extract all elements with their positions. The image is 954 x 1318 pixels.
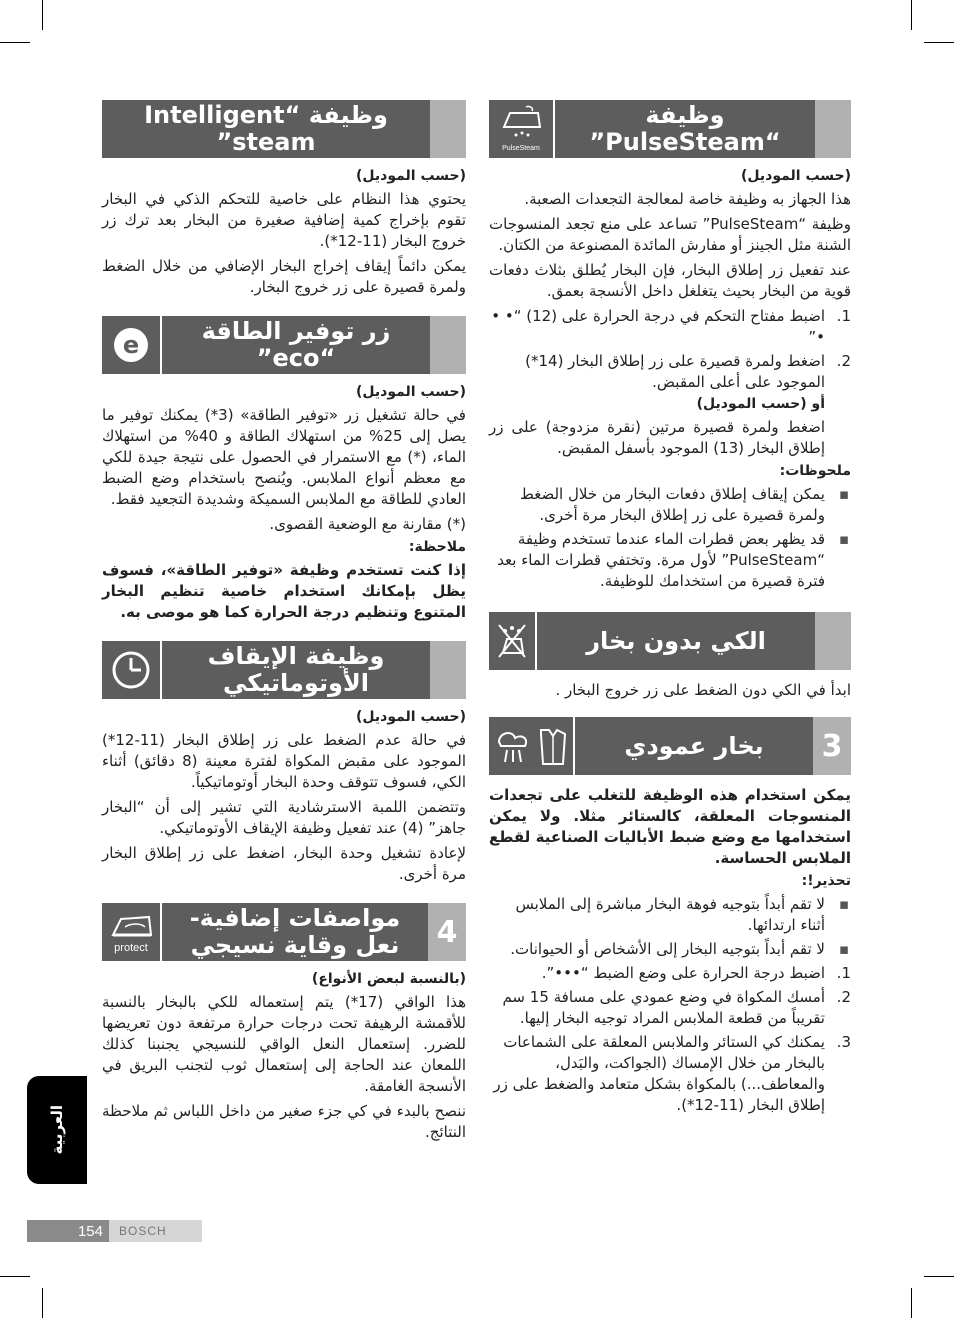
clock-icon (102, 641, 162, 699)
no-steam-icon (489, 612, 537, 670)
notes-title: ملحوظات: (779, 463, 851, 479)
paragraph: (*) مقارنة مع الوضعية القصوى. (269, 515, 466, 533)
protect-title: مواصفات إضافية- نعل وقاية نسيجي (189, 904, 401, 959)
crop-mark (911, 1288, 912, 1318)
paragraph: اضغط ولمرة قصيرة مرتين (نقرة مزدوجة) على زر إطلاق البخار (13) الموجود بأسفل المقبض. (489, 418, 825, 457)
garment-steam-icon (489, 717, 575, 775)
intelligent-steam-title: وظيفة “Intelligent steam” (144, 101, 388, 156)
paragraph: وظيفة “PulseSteam” تساعد على منع تجعد المنسوجات الشنة مثل الجينز أو مفارش المائدة المصنوعة من الكتان. (489, 215, 851, 254)
vertical-steam-section (489, 717, 851, 1116)
brand-name: BOSCH (119, 1224, 167, 1238)
page-number: 154 (27, 1220, 109, 1242)
auto-off-header (102, 641, 466, 699)
model-note: (حسب الموديل) (741, 168, 851, 184)
dry-ironing-header (489, 612, 851, 670)
paragraph: عند تفعيل زر إطلاق البخار، فإن البخار يُطلق بثلاث دفعات قوية من البخار بحيث يتغلغل داخل الأنسجة بعمق. (489, 261, 851, 300)
list-item: 2. اضغط ولمرة قصيرة على زر إطلاق البخار (14*) الموجود على أعلى المقبض. (525, 352, 851, 391)
eco-header (102, 316, 466, 374)
list-item: ▪ يمكن إيقاف إطلاق دفعات البخار من خلال الضغط ولمرة قصيرة على زر إطلاق البخار مرة أخرى. (519, 485, 849, 524)
paragraph: هذا الجهاز به وظيفة خاصة لمعالجة التجعدات الصعبة. (524, 190, 851, 208)
model-note: أو (حسب الموديل) (696, 396, 825, 412)
eco-title: زر توفير الطاقة “eco” (201, 317, 391, 372)
paragraph: في حالة عدم الضغط على زر إطلاق البخار (11-12*) الموجود على مقبض المكواة لفترة معينة (8 دقائق) أثناء الكي، فسوف تتوقف وحدة البخار أوتوماتيكياً. (102, 731, 466, 791)
crop-mark (42, 0, 43, 30)
pulsesteam-section (489, 100, 851, 592)
paragraph: وتتضمن اللمبة الاسترشادية التي تشير إلى أن “البخار جاهز” (4) عند تفعيل وظيفة الإيقاف الأوتوماتيكي. (102, 798, 466, 837)
intelligent-steam-section (102, 100, 466, 298)
crop-mark (42, 1288, 43, 1318)
pulsesteam-header (489, 100, 851, 158)
eco-icon (102, 316, 162, 374)
intelligent-steam-header (102, 100, 466, 158)
paragraph: في حالة تشغيل زر «توفير الطاقة» (3*) يمكنك توفير ما يصل إلى 25% من استهلاك الطاقة و 40% من استهلاك الماء، (*) مع الاستمرار في الحصول على نتيجة جيدة للكي مع معظم أنواع الملابس. ويُنصح باستخدام وضع الضبط العادي للطاقة مع الملابس السميكة وشديدة التجعيد فقط. (102, 406, 466, 508)
header-tab (430, 316, 466, 374)
step-list (489, 963, 851, 1116)
crop-mark (911, 0, 912, 30)
notes-list (489, 484, 851, 592)
list-item: ▪ لا تقم أبداً بتوجيه فوهة البخار مباشرة إلى الملابس أثناء ارتدائها. (515, 895, 849, 934)
protect-soleplate-icon (102, 903, 162, 961)
model-note: (بالنسبة لبعض الأنواع) (311, 971, 466, 987)
paragraph: هذا الواقي (17*) يتم إستعماله للكي بالبخار بالنسبة للأقمشة الرهيفة تحت درجات حرارة مرتفعة دون تعريضها للضرر. إستعمال النعل الواقي للنسيجي يجنبنا كذلك اللمعان عند الحاجة إلى إستعمال ثوب لتجنب البريق في الأنسجة الغامقة. (102, 993, 466, 1095)
dry-ironing-section (489, 612, 851, 701)
warning-list (489, 894, 851, 960)
auto-off-section (102, 641, 466, 885)
right-column (489, 100, 851, 1119)
eco-section (102, 316, 466, 623)
list-item: 1. اضبط مفتاح التحكم في درجة الحرارة على (12) “• • •” (491, 307, 851, 346)
section-number: 4 (428, 903, 466, 961)
list-item: 2. أمسك المكواة في وضع عمودي على مسافة 15 سم تقريباً من قطعة الملابس المراد توجيه البخار إليها. (502, 988, 851, 1027)
model-note: (حسب الموديل) (356, 709, 466, 725)
protect-header (102, 903, 466, 961)
paragraph: يمكن استخدام هذه الوظيفة للتغلب على تجعدات المنسوجات المعلقة، كالستائر مثلا. ولا يمكن استخدامها مع وضع ضبط الأباليات الصناعية لقطع الملابس الحساسة. (489, 786, 851, 867)
list-item: ▪ قد يظهر بعض قطرات الماء عندما تستخدم وظيفة “PulseSteam” لأول مرة. وتختفي قطرات الماء بعد فترة قصيرة من استخدامك للوظيفة. (497, 530, 849, 590)
left-column (102, 100, 466, 1147)
header-tab (815, 100, 851, 158)
pulsesteam-icon-label: PulseSteam (502, 145, 540, 152)
page-footer (27, 1220, 202, 1242)
warning-title: تحذير!: (801, 873, 851, 889)
paragraph: يمكن دائماً إيقاف إخراج البخار الإضافي من خلال الضغط ولمرة قصيرة على زر خروج البخار. (102, 257, 466, 296)
protect-section (102, 903, 466, 1143)
paragraph: لإعادة تشغيل وحدة البخار، اضغط على زر إطلاق البخار مرة أخرى. (102, 844, 466, 883)
note-title: ملاحظة: (408, 539, 466, 555)
crop-mark (924, 1276, 954, 1277)
model-note: (حسب الموديل) (356, 168, 466, 184)
paragraph: إذا كنت تستخدم وظيفة «توفير الطاقة»، فسوف يظل بإمكانك استخدام خاصية تنظيم البخار المتنوع وتنظيم درجة الحرارة كما هو موصى به. (102, 561, 466, 621)
list-item: 1. اضبط درجة الحرارة على وضع الضبط “•••”. (541, 964, 851, 982)
pulsesteam-title: وظيفة “PulseSteam” (589, 101, 781, 156)
paragraph: ننصح بالبدء في كي جزء صغير من داخل اللباس ثم ملاحظة النتائج. (102, 1102, 466, 1141)
section-number: 3 (813, 717, 851, 775)
crop-mark (0, 1276, 30, 1277)
vertical-steam-title: بخار عمودي (624, 731, 764, 760)
header-tab (430, 641, 466, 699)
auto-off-title: وظيفة الإيقاف الأوتوماتيكي (207, 642, 385, 697)
paragraph: ابدأ في الكي دون الضغط على زر خروج البخار . (555, 681, 851, 699)
header-tab (430, 100, 466, 158)
protect-icon-label: protect (114, 942, 148, 954)
step-list (489, 306, 851, 393)
pulsesteam-icon (489, 100, 555, 158)
vertical-steam-header (489, 717, 851, 775)
dry-ironing-title: الكي بدون بخار (586, 626, 766, 655)
header-tab (815, 612, 851, 670)
list-item: ▪ لا تقم أبداً بتوجيه البخار إلى الأشخاص أو الحيوانات. (510, 940, 849, 958)
language-tab: العربية (27, 1076, 87, 1184)
crop-mark (924, 42, 954, 43)
svg-text:e: e (122, 331, 140, 359)
list-item: 3. يمكنك كي الستائر والملابس المعلقة على الشماعات بالبخار من خلال الإمساك (الجواكت، والبَدل، والمعاطف...) بالمكواة بشكل متعامد والضغط على زر إطلاق البخار (11-12*). (493, 1033, 851, 1114)
paragraph: يحتوي هذا النظام على خاصية للتحكم الذكي في البخار تقوم بإخراج كمية إضافية صغيرة من البخار بعد ترك زر خروج البخار (11-12*). (102, 190, 466, 250)
crop-mark (0, 42, 30, 43)
model-note: (حسب الموديل) (356, 384, 466, 400)
